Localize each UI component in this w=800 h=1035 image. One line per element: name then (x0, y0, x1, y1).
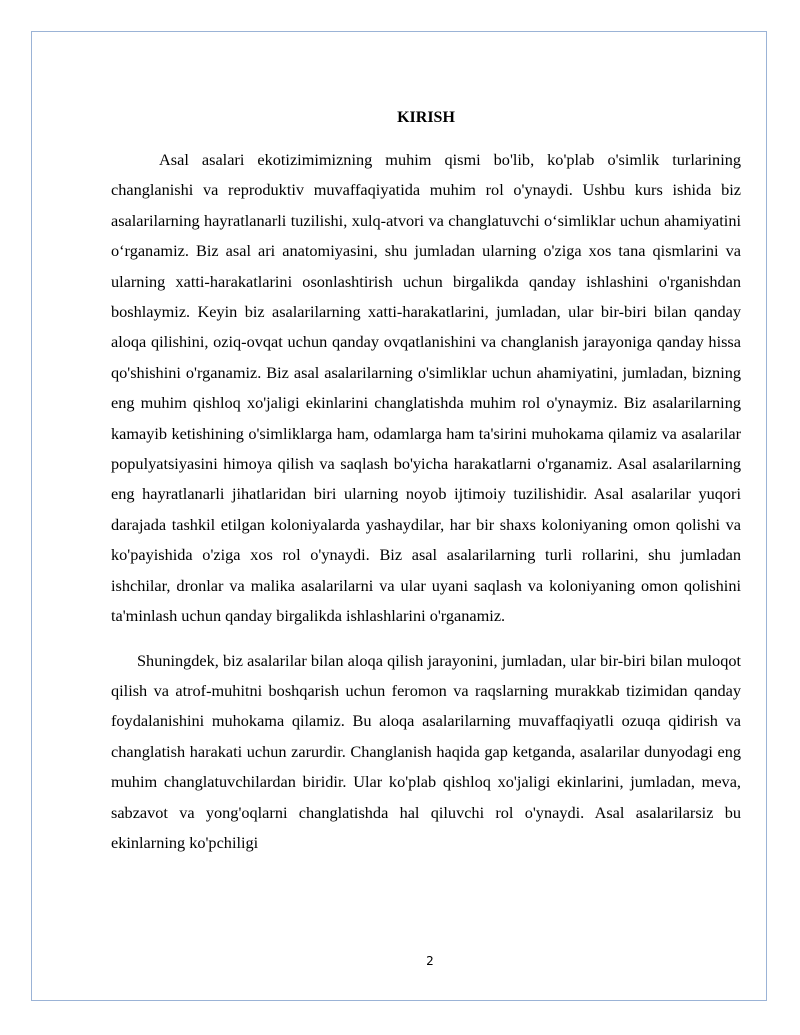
paragraph-communication: Shuningdek, biz asalarilar bilan aloqa qilish jarayonini, jumladan, ular bir-biri bilan muloqot qilish va atrof-muhitni boshqarish uchun feromon va raqslarning murakkab tizimidan qanday foydalanishini muhokama qilamiz. Bu aloqa asalarilarning muvaffaqiyatli ozuqa qidirish va changlatish harakati uchun zarurdir. Changlanish haqida gap ketganda, asalarilar dunyodagi eng muhim changlatuvchilardan biridir. Ular ko'plab qishloq xo'jaligi ekinlarini, jumladan, meva, sabzavot va yong'oqlarni changlatishda hal qiluvchi rol o'ynaydi. Asal asalarilarsiz bu ekinlarning ko'pchiligi (111, 650, 741, 852)
page-number: 2 (426, 954, 434, 968)
body-text (111, 145, 741, 858)
paragraph-intro: Asal asalari ekotizimimizning muhim qismi bo'lib, ko'plab o'simlik turlarining changlanishi va reproduktiv muvaffaqiyatida muhim rol o'ynaydi. Ushbu kurs ishida biz asalarilarning hayratlanarli tuzilishi, xulq-atvori va changlatuvchi o‘simliklar uchun ahamiyatini o‘rganamiz. Biz asal ari anatomiyasini, shu jumladan ularning o'ziga xos tana qismlarini va ularning xatti-harakatlarini osonlashtirish uchun birgalikda qanday ishlashini o'rganishdan boshlaymiz. Keyin biz asalarilarning xatti-harakatlarini, jumladan, ular bir-biri bilan qanday aloqa qilishini, oziq-ovqat uchun qanday ovqatlanishini va changlanish jarayoniga qanday hissa qo'shishini o'rganamiz. Biz asal asalarilarning o'simliklar uchun ahamiyatini, jumladan, bizning eng muhim qishloq xo'jaligi ekinlarini changlatishda muhim rol o'ynaymiz. Biz asalarilarning kamayib ketishining o'simliklarga ham, odamlarga ham ta'sirini muhokama qilamiz va asalarilar populyatsiyasini himoya qilish va saqlash bo'yicha harakatlarni o'rganamiz. Asal asalarilarning eng hayratlanarli jihatlaridan biri ularning noyob ijtimoiy tuzilishidir. Asal asalarilar yuqori darajada tashkil etilgan koloniyalarda yashaydilar, har bir shaxs koloniyaning omon qolishi va ko'payishida o'ziga xos rol o'ynaydi. Biz asal asalarilarning turli rollarini, shu jumladan ishchilar, dronlar va malika asalarilarni va ular uyani saqlash va koloniyaning omon qolishini ta'minlash uchun qanday birgalikda ishlashlarini o'rganamiz. (111, 150, 741, 626)
section-heading: KIRISH (397, 109, 455, 126)
